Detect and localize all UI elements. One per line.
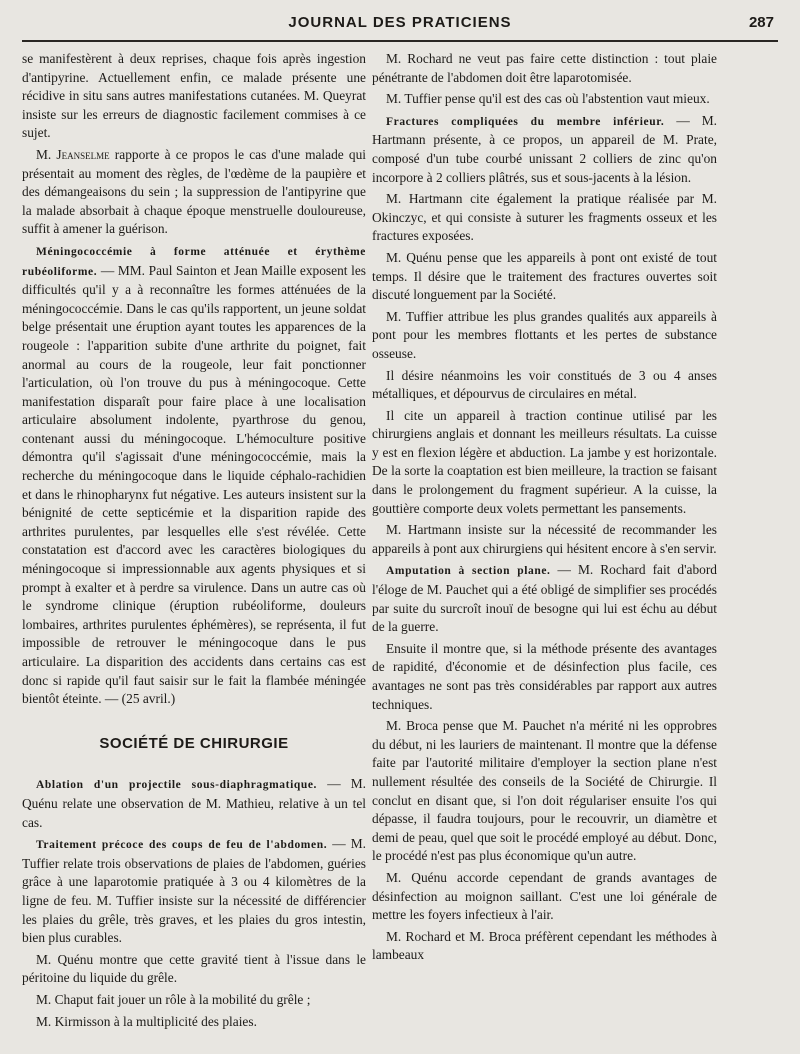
article-heading-fractures: Fractures compliquées du membre inférieur. — [386, 115, 665, 128]
paragraph-amputation — [372, 561, 717, 636]
section-title-societe-chirurgie: SOCIÉTÉ DE CHIRURGIE — [99, 734, 289, 752]
paragraph-hartmann-recommander: M. Hartmann insiste sur la nécessité de recommander les appareils à pont aux chirurgiens qui hésitent encore à s'en servir. — [372, 522, 717, 556]
authors: — MM. Paul Sainton et Jean Maille — [97, 262, 297, 278]
article-heading-coups-de-feu: Traitement précoce des coups de feu de l'abdomen. — [36, 839, 328, 852]
paragraph-ablation-projectile — [22, 775, 366, 832]
paragraph-kirmisson: M. Kirmisson à la multiplicité des plaies. — [36, 1013, 257, 1029]
paragraph-traction-continue: Il cite un appareil à traction continue utilisé par les chirurgiens anglais et donnant les meilleurs résultats. La cuisse y est en flexion légère et abduction. La jambe y est horizontale. De la sorte la coaptation est bien meilleure, la traction se faisant dans le prolongement du fragment supérieur. A la cuisse, la gouttière comporte deux volets permettant les pansements. — [372, 407, 717, 516]
paragraph-coups-de-feu — [22, 835, 366, 948]
paragraph-meningococcemie — [22, 242, 366, 709]
paragraph-broca: M. Broca pense que M. Pauchet n'a mérité ni les opprobres du début, ni les lauriers de maintenant. Il montre que la défense faite par l'autorité militaire d'employer la section plane n'est nullement résultée des conseils de la Société de Chirurgie. Il conclut en disant que, si l'on doit régulariser ensuite l'os qui dépasse, il faudra toujours, pour le recouvrir, un diamètre et demi de peau, quel que soit le procédé employé au début. Donc, le procédé n'est pas plus économique qu'un autre. — [372, 718, 717, 864]
article-heading-meningococcemie: Méningococcémie à forme atténuée et érythème rubéoliforme. — [22, 245, 366, 278]
paragraph-fractures — [372, 112, 717, 187]
author-name: M. Jeanselme — [36, 146, 110, 162]
paragraph-tuffier-abstention: M. Tuffier pense qu'il est des cas où l'abstention vaut mieux. — [386, 91, 710, 107]
paragraph-text: rapporte à ce propos le cas d'une malade qui présentait au moment des règles, de l'œdème de la paupière et des démangeaisons du sein ; la suppression de l'antipyrine que la malade absorbait à chaque époque menstruelle douloureuse, suffit à amener la guérison. — [22, 146, 366, 237]
paragraph-text: — M. Hartmann présente, à ce propos, un appareil de M. Prate, composé d'un tube courbé unissant 2 colliers de zinc qu'on incorpore à 2 colliers plâtrés, sus et sous-jacents à la lésion. — [372, 112, 717, 185]
right-column — [372, 50, 717, 1044]
journal-title: JOURNAL DES PRATICIENS — [288, 14, 512, 31]
paragraph-chaput: M. Chaput fait jouer un rôle à la mobilité du grêle ; — [36, 991, 311, 1007]
left-column — [22, 50, 366, 1044]
paragraph-methode-avantages: Ensuite il montre que, si la méthode présente des avantages de rapidité, d'économie et de désinfection plus facile, ces avantages ne sont pas très considérables par rapport aux autres techniques. — [372, 640, 717, 712]
paragraph-rochard-broca-lambeaux: M. Rochard et M. Broca préfèrent cependant les méthodes à lambeaux — [372, 928, 717, 963]
article-heading-amputation: Amputation à section plane. — [386, 565, 551, 578]
paragraph-quenu-gravite: M. Quénu montre que cette gravité tient à l'issue dans le péritoine du liquide du grêle. — [22, 951, 366, 986]
paragraph-quenu-desinfection: M. Quénu accorde cependant de grands avantages de désinfection au moignon saillant. C'est une loi générale de mettre les foyers infectieux à l'air. — [372, 869, 717, 923]
paragraph-quenu-appareils: M. Quénu pense que les appareils à pont ont existé de tout temps. Il désire que le traitement des fractures ouvertes soit discuté longuement par la Société. — [372, 249, 717, 303]
article-heading-ablation: Ablation d'un projectile sous-diaphragmatique. — [36, 779, 318, 792]
paragraph-anses-metalliques: Il désire néanmoins les voir constitués de 3 ou 4 anses métalliques, et dépourvus de circulaires en métal. — [372, 367, 717, 402]
paragraph-text: — M. Quénu relate une observation de M. Mathieu, relative à un tel cas. — [22, 776, 366, 830]
paragraph-text: exposent les difficultés qu'il y a à reconnaître les formes atténuées de la méningococcémie. Dans le cas qu'ils rapportent, un jeune soldat belge présentait une éruption ayant toutes les apparences de la rougeole : l'apparition subite d'une arthrite du poignet, fait anormal au cours de la rougeole, leur fait ponctionner l'articulation, où l'on trouve du pus à méningocoque. Cette manifestation disparaît pour faire place à une localisation articulaire absolument indolente, pyarthrose du genou, contenant aussi du méningocoque. L'hémoculture positive démontra qu'il s'agissait d'une méningococcémie, mais la recherche du méningocoque dans le liquide céphalo-rachidien et dans le rhinopharynx fut négative. Les auteurs insistent sur la bénignité de cette septicémie et la disparition rapide des arthrites purulentes, par lesquelles elle s'est révélée. Cette constatation est d'accord avec les caractères biologiques du méningocoque si impressionnable aux agents physiques et si prompt à exalter et à perdre sa virulence. Dans un autre cas où le syndrome clinique (éruption rubéoliforme, douleurs lombaires, arthrites purulentes éphémères), se représenta, il fut impossible de retrouver le méningocoque dans le pus articulaire. La disparition des accidents dans certains cas est donc si rapide qu'il faut saisir sur le fait la flambée méningée bientôt éteinte. — (25 avril.) — [22, 262, 366, 707]
paragraph-hartmann-okinczyc: M. Hartmann cite également la pratique réalisée par M. Okinczyc, et qui consiste à suturer les fragments osseux et les fractures exposées. — [372, 191, 717, 244]
page-number: 287 — [748, 14, 774, 31]
paragraph-rochard-laparotomie: M. Rochard ne veut pas faire cette distinction : tout plaie pénétrante de l'abdomen doit être laparotomisée. — [372, 51, 717, 85]
paragraph-tuffier-qualites: M. Tuffier attribue les plus grandes qualités aux appareils à pont pour les membres flottants et les pertes de substance osseuse. — [372, 308, 717, 361]
paragraph-text: — M. Tuffier relate trois observations de plaies de l'abdomen, guéries grâce à une laparotomie pratiquée à 3 ou 4 kilomètres de la ligne de feu. M. Tuffier insiste sur la nécessité de différencier les plaies du grêle, très graves, et les plaies du gros intestin, bien plus curables. — [22, 836, 366, 946]
paragraph-antipyrine-recidive: se manifestèrent à deux reprises, chaque fois après ingestion d'antipyrine. Actuellement enfin, ce malade présente une récidive in situ sans autres manifestations cutanées. M. Queyrat insiste sur les erreurs de diagnostic facilement commises à ce sujet. — [22, 51, 366, 141]
paragraph-jeanselme — [22, 146, 366, 239]
paragraph-text: — M. Rochard fait d'abord l'éloge de M. Pauchet qui a été obligé de simplifier ses procédés par suite du surcroît inouï de besogne qui lui est échu au début de la guerre. — [372, 562, 717, 635]
page-header — [22, 12, 778, 42]
